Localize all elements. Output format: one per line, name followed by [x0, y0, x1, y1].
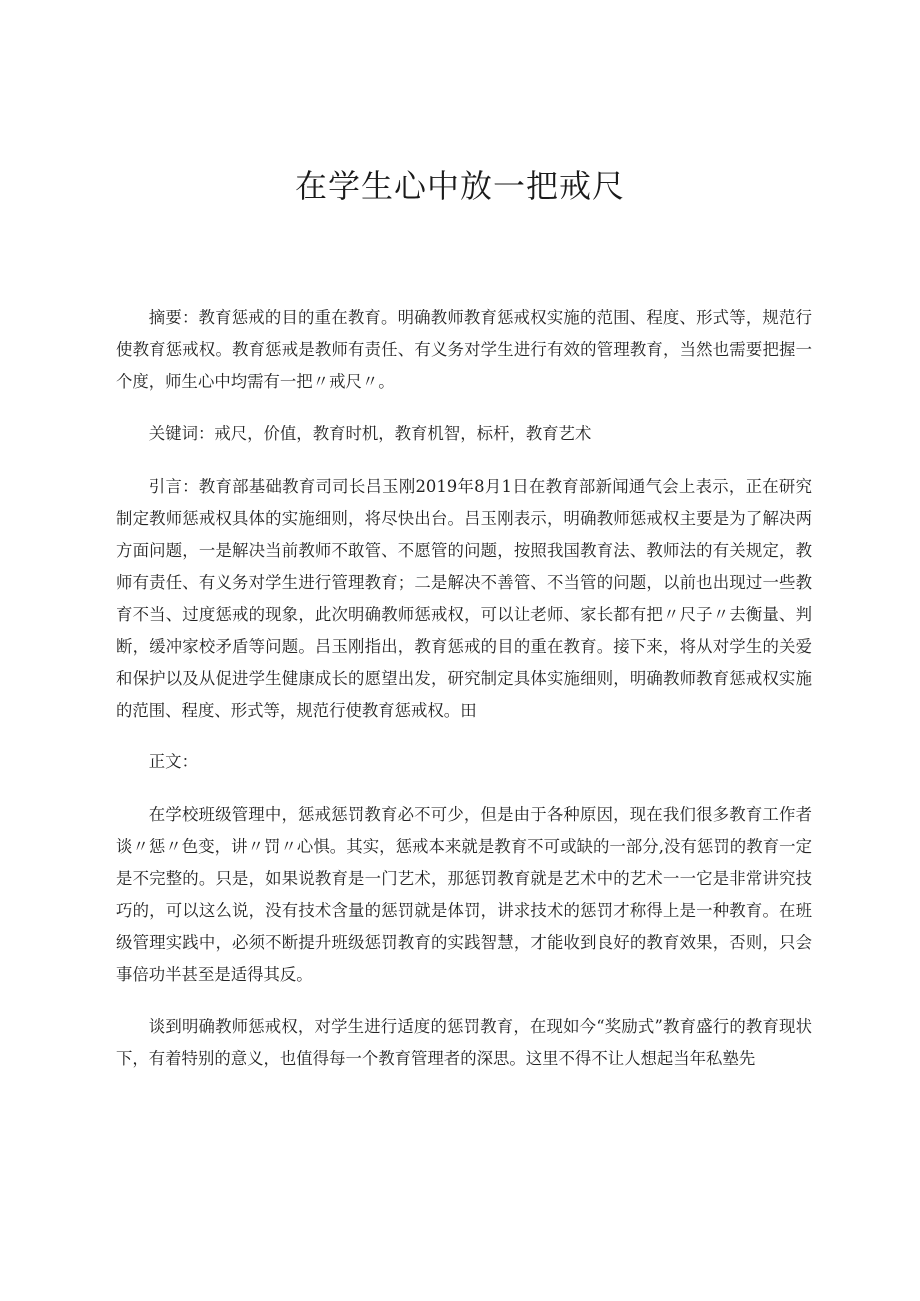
- introduction-paragraph: 引言：教育部基础教育司司长吕玉刚2019年8月1日在教育部新闻通气会上表示，正在研究制定教师惩戒权具体的实施细则，将尽快出台。吕玉刚表示，明确教师惩戒权主要是为了解决两方面问题，一是解决当前教师不敢管、不愿管的问题，按照我国教育法、教师法的有关规定，教师有责任、有义务对学生进行管理教育；二是解决不善管、不当管的问题，以前也出现过一些教育不当、过度惩戒的现象，此次明确教师惩戒权，可以让老师、家长都有把〃尺子〃去衡量、判断，缓冲家校矛盾等问题。吕玉刚指出，教育惩戒的目的重在教育。接下来，将从对学生的关爱和保护以及从促进学生健康成长的愿望出发，研究制定具体实施细则，明确教师教育惩戒权实施的范围、程度、形式等，规范行使教育惩戒权。田: [116, 477, 812, 720]
- abstract-paragraph: 摘要：教育惩戒的目的重在教育。明确教师教育惩戒权实施的范围、程度、形式等，规范行使教育惩戒权。教育惩戒是教师有责任、有义务对学生进行有效的管理教育，当然也需要把握一个度，师生心中均需有一把〃戒尺〃。: [116, 308, 812, 391]
- body-heading: 正文：: [148, 752, 198, 771]
- document-title: 在学生心中放一把戒尺: [294, 167, 625, 205]
- document-body: [116, 302, 812, 1095]
- keywords-paragraph: 关键词：戒尺，价值，教育时机，教育机智，标杆，教育艺术: [148, 424, 592, 443]
- body-paragraph-2: 谈到明确教师惩戒权，对学生进行适度的惩罚教育，在现如今“奖励式”教育盛行的教育现状下，有着特别的意义，也值得每一个教育管理者的深思。这里不得不让人想起当年私塾先: [116, 1017, 812, 1068]
- body-paragraph-1: 在学校班级管理中，惩戒惩罚教育必不可少，但是由于各种原因，现在我们很多教育工作者谈〃惩〃色变，讲〃罚〃心惧。其实，惩戒本来就是教育不可或缺的一部分,没有惩罚的教育一定是不完整的。只是，如果说教育是一门艺术，那惩罚教育就是艺术中的艺术一一它是非常讲究技巧的，可以这么说，没有技术含量的惩罚就是体罚，讲求技术的惩罚才称得上是一种教育。在班级管理实践中，必须不断提升班级惩罚教育的实践智慧，才能收到良好的教育效果，否则，只会事倍功半甚至是适得其反。: [116, 805, 812, 984]
